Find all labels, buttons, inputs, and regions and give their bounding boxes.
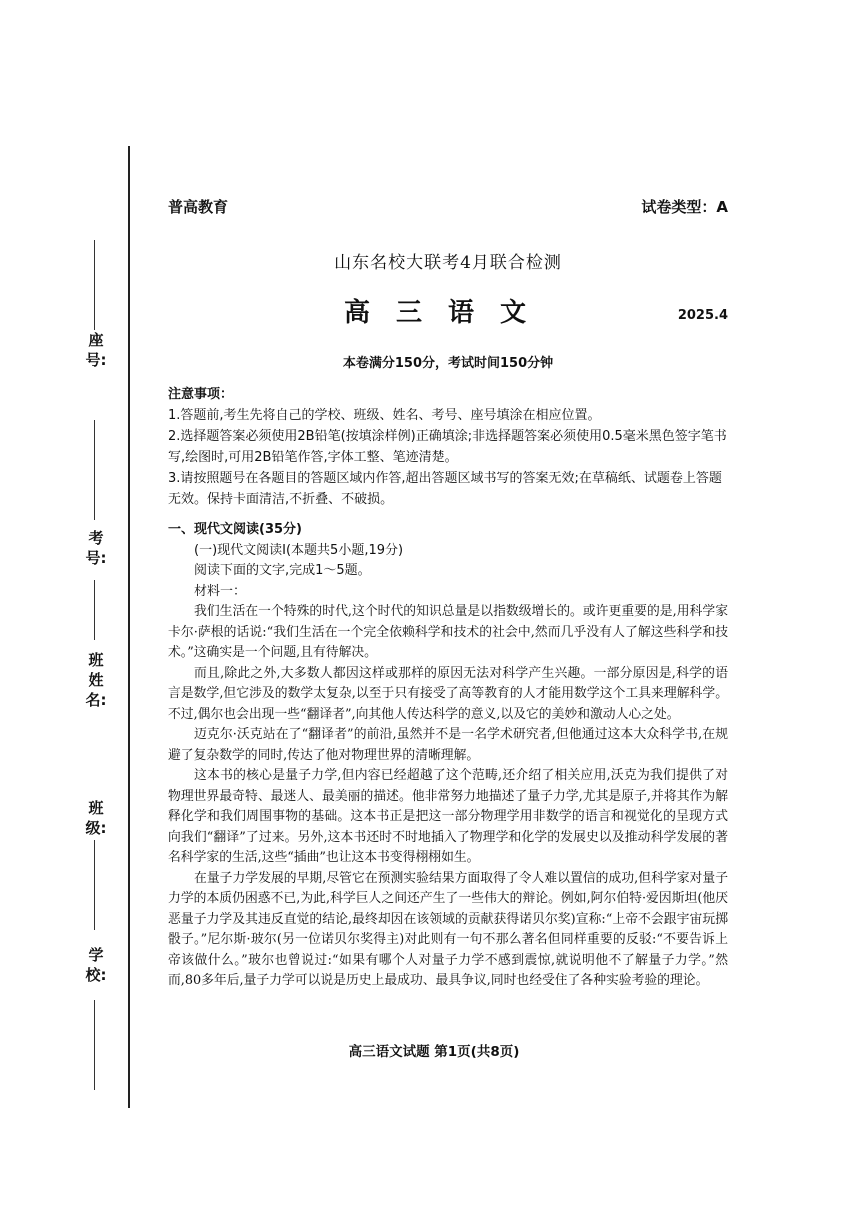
exam-sheet bbox=[168, 196, 728, 988]
notice-item: 3.请按照题号在各题目的答题区域内作答,超出答题区域书写的答案无效;在草稿纸、试题卷上答题无效。保持卡面清洁,不折叠、不破损。 bbox=[168, 471, 722, 507]
subject-title: 高三语文 bbox=[343, 298, 552, 328]
passage-paragraph: 迈克尔·沃克站在了“翻译者”的前沿,虽然并不是一名学术研究者,但他通过这本大众科学书,在规避了复杂数学的同时,传达了他对物理世界的清晰理解。 bbox=[168, 727, 728, 763]
section-title: 一、现代文阅读(35分) bbox=[168, 522, 302, 537]
class-blank-line bbox=[94, 840, 95, 930]
passage-paragraph: 我们生活在一个特殊的时代,这个时代的知识总量是以指数级增长的。或许更重要的是,用科学家卡尔·萨根的话说:“我们生活在一个完全依赖科学和技术的社会中,然而几乎没有人了解这些科学和技术。”这确实是一个问题,且有待解决。 bbox=[168, 604, 728, 660]
name-label: 班 姓名: bbox=[85, 651, 107, 709]
page-footer: 高三语文试题 第1页(共8页) bbox=[348, 1044, 520, 1060]
binding-margin-line bbox=[128, 146, 130, 1108]
notice-block bbox=[168, 384, 728, 510]
notice-title: 注意事项： bbox=[168, 387, 234, 402]
notice-item: 2.选择题答案必须使用2B铅笔(按填涂样例)正确填涂;非选择题答案必须使用0.5毫米黑色签字笔书写,绘图时,可用2B铅笔作答,字体工整、笔迹清楚。 bbox=[168, 429, 727, 465]
header-row bbox=[168, 196, 728, 217]
exam-no-blank-line bbox=[94, 420, 95, 520]
reading-section bbox=[168, 520, 728, 992]
school-label: 学校: bbox=[85, 946, 107, 984]
publisher-label: 普高教育 bbox=[168, 198, 229, 216]
paper-type-label: 试卷类型：A bbox=[641, 198, 728, 216]
passage-paragraph: 这本书的核心是量子力学,但内容已经超越了这个范畴,还介绍了相关应用,沃克为我们提供了对物理世界最奇特、最迷人、最美丽的描述。他非常努力地描述了量子力学,尤其是原子,并将其作为解释化学和我们周围事物的基础。这本书正是把这一部分物理学用非数学的语言和视觉化的呈现方式向我们“翻译”了过来。另外,这本书还时不时地插入了物理学和化学的发展史以及推动科学发展的著名科学家的生活,这些“插曲”也让这本书变得栩栩如生。 bbox=[168, 768, 728, 865]
material-label: 材料一： bbox=[194, 583, 247, 599]
seat-label: 座号: bbox=[85, 331, 107, 369]
name-blank-line bbox=[94, 580, 95, 640]
exam-name: 山东名校大联考4月联合检测 bbox=[334, 253, 562, 273]
exam-date: 2025.4 bbox=[677, 308, 728, 323]
exam-no-label: 考号: bbox=[85, 529, 107, 567]
score-time-line: 本卷满分150分，考试时间150分钟 bbox=[342, 356, 554, 371]
class-label: 班级: bbox=[85, 799, 107, 837]
subsection-title: (一)现代文阅读Ⅰ(本题共5小题,19分) bbox=[194, 542, 404, 558]
passage-paragraph: 在量子力学发展的早期,尽管它在预测实验结果方面取得了令人难以置信的成功,但科学家对量子力学的本质仍困惑不已,为此,科学巨人之间还产生了一些伟大的辩论。例如,阿尔伯特·爱因斯坦(他厌恶量子力学及其违反直觉的结论,最终却因在该领域的贡献获得诺贝尔奖)宣称:“上帝不会跟宇宙玩掷骰子。”尼尔斯·玻尔(另一位诺贝尔奖得主)对此则有一句不那么著名但同样重要的反驳:“不要告诉上帝该做什么。”玻尔也曾说过:“如果有哪个人对量子力学不感到震惊,就说明他不了解量子力学。”然而,80多年后,量子力学可以说是历史上最成功、最具争议,同时也经受住了各种实验考验的理论。 bbox=[168, 870, 728, 988]
reading-instruction: 阅读下面的文字,完成1～5题。 bbox=[194, 563, 371, 578]
notice-item: 1.答题前,考生先将自己的学校、班级、姓名、考号、座号填涂在相应位置。 bbox=[168, 408, 601, 423]
passage-paragraph: 而且,除此之外,大多数人都因这样或那样的原因无法对科学产生兴趣。一部分原因是,科学的语言是数学,但它涉及的数学太复杂,以至于只有接受了高等教育的人才能用数学这个工具来理解科学。不过,偶尔也会出现一些“翻译者”,向其他人传达科学的意义,以及它的美妙和激动人心之处。 bbox=[168, 665, 728, 722]
seat-blank-line bbox=[94, 240, 95, 330]
